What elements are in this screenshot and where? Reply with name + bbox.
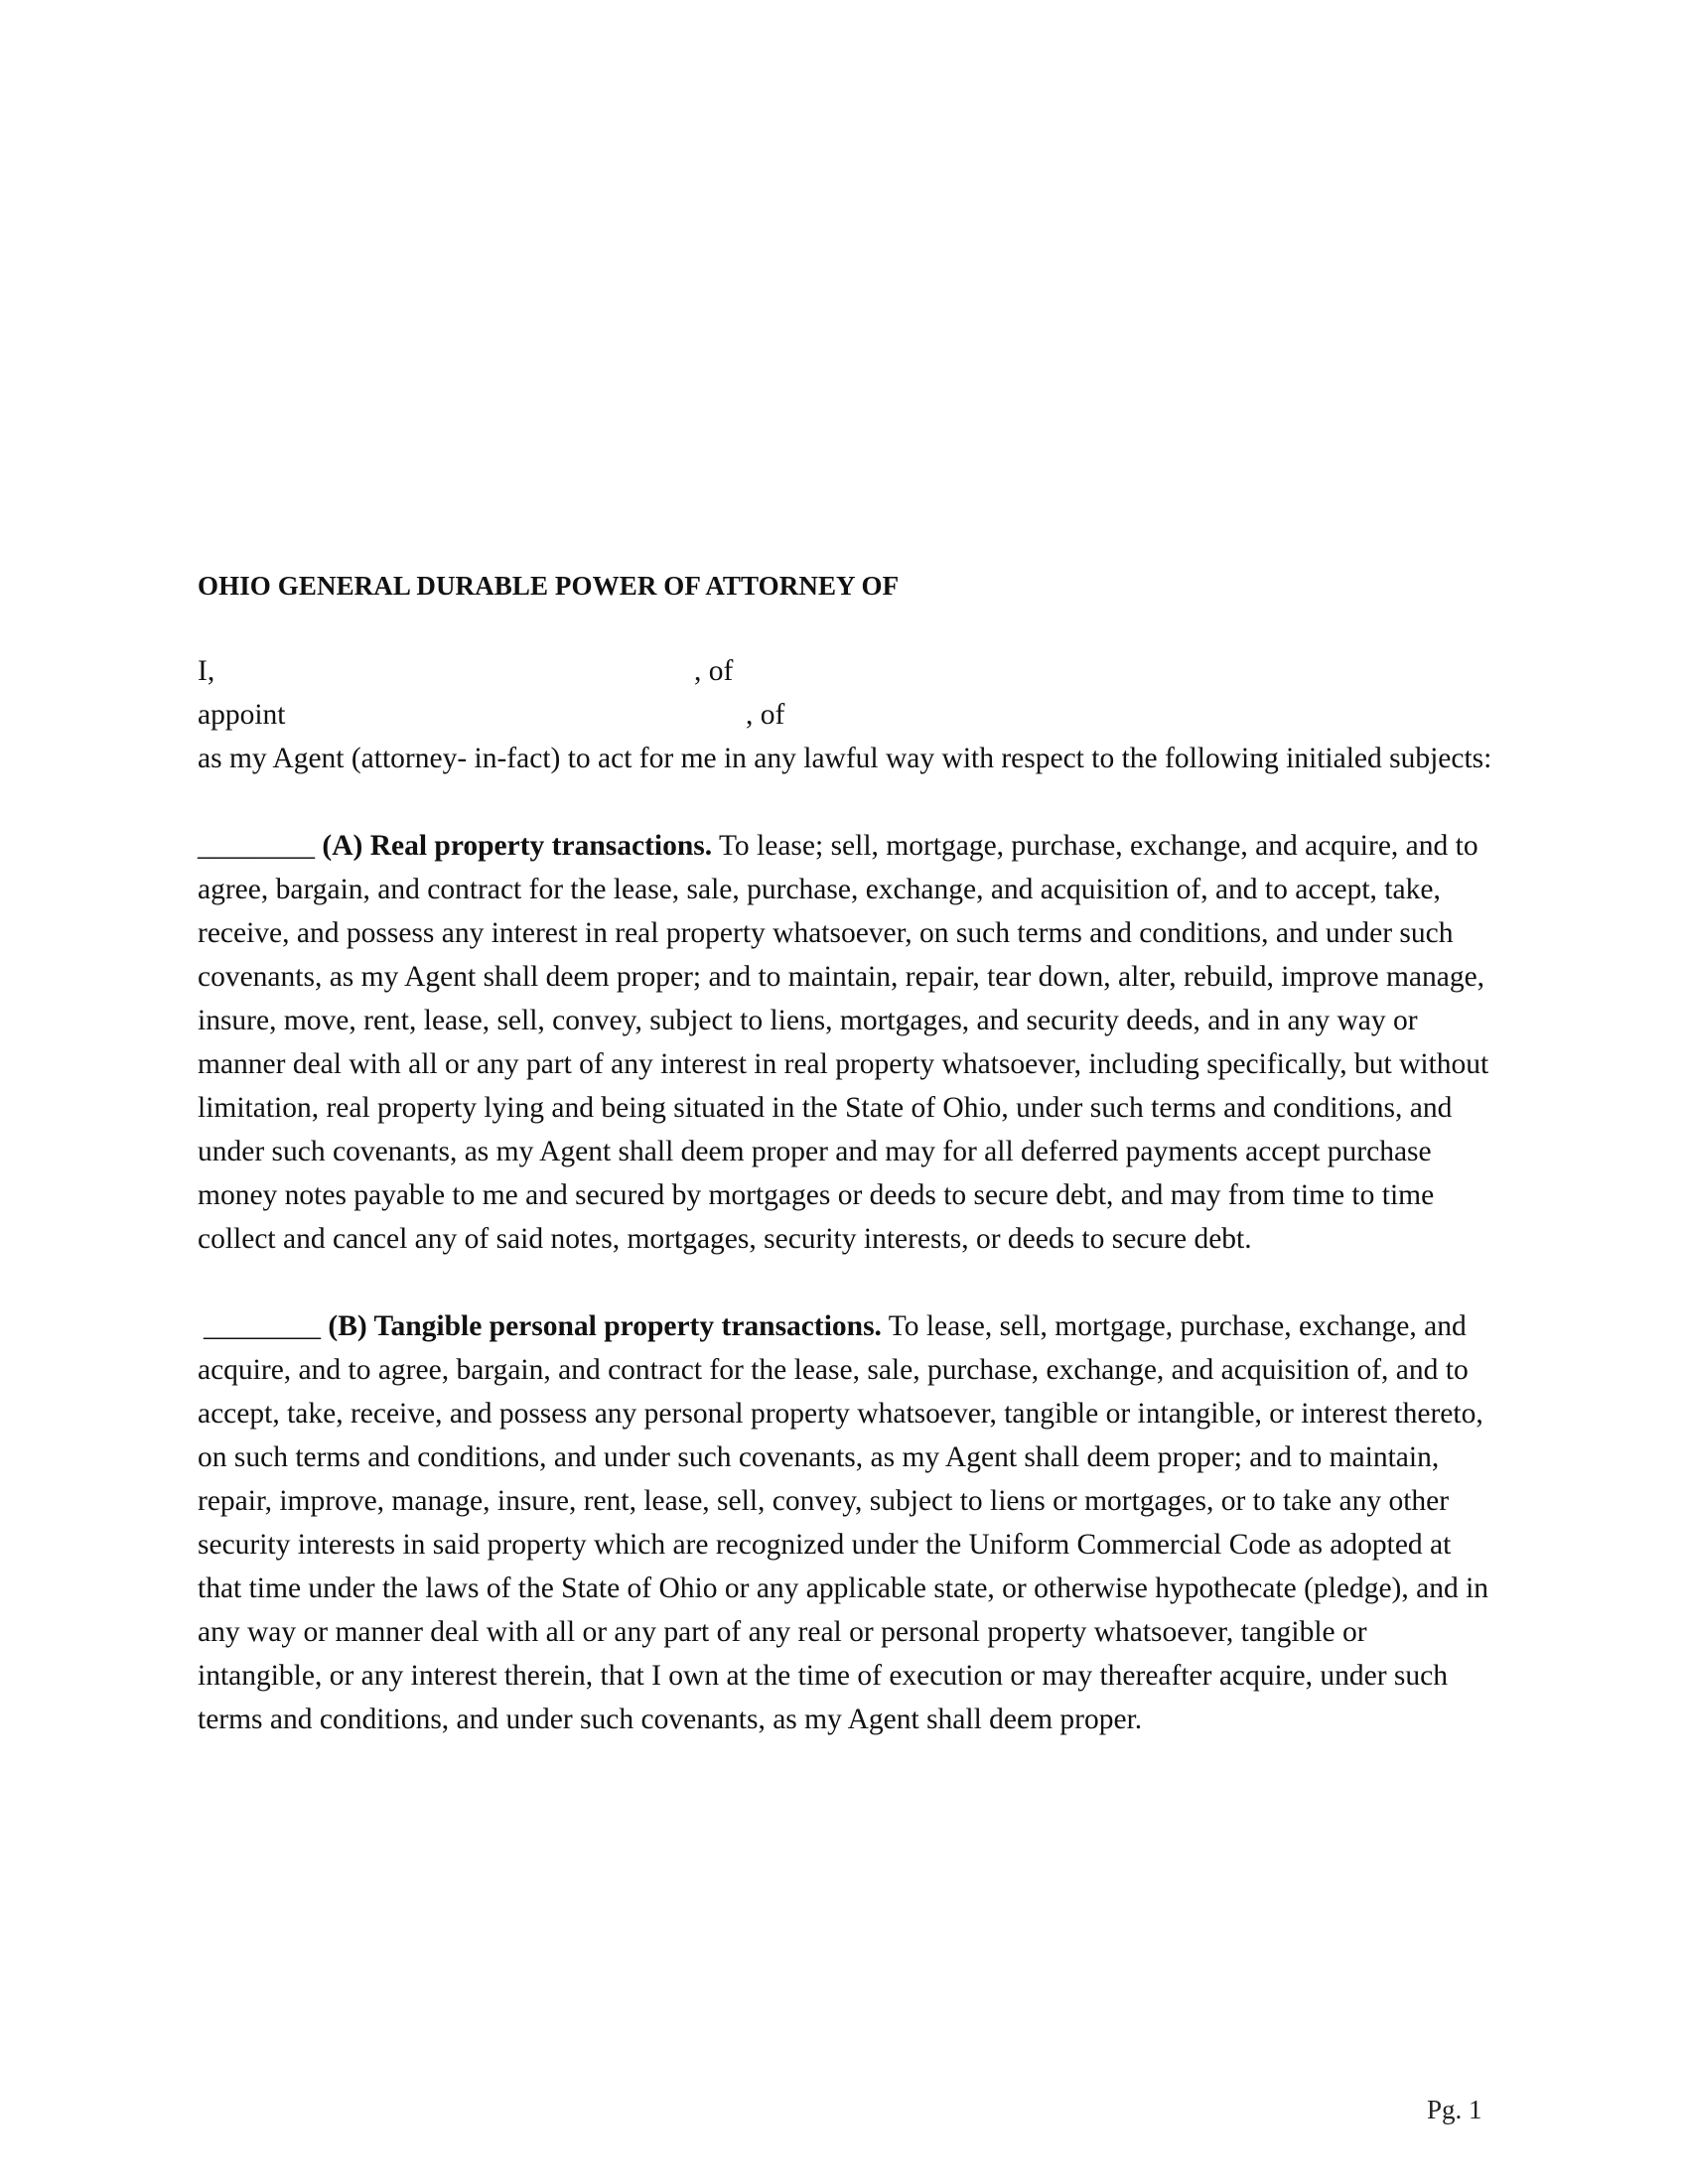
document-body xyxy=(198,564,1498,1741)
section-b-heading: (B) Tangible personal property transactions. xyxy=(328,1310,882,1342)
agent-line xyxy=(198,693,1498,737)
principal-line xyxy=(198,649,1498,693)
page-number: Pg. 1 xyxy=(1427,2095,1482,2124)
section-a-paragraph xyxy=(198,824,1498,1261)
intro-paragraph: as my Agent (attorney- in-fact) to act for me in any lawful way with respect to the following initialed subjects: xyxy=(198,743,1492,774)
principal-lead: I, xyxy=(198,655,215,687)
agent-trail: , of xyxy=(746,699,785,731)
section-b-body: To lease, sell, mortgage, purchase, exchange, and acquire, and to agree, bargain, and contract for the lease, sale, purchase, exchange, and acquisition of, and to accept, take, receive, and possess any personal property whatsoever, tangible or intangible, or interest thereto, on such terms and conditions, and under such covenants, as my Agent shall deem proper; and to maintain, repair, improve, manage, insure, rent, lease, sell, convey, subject to liens or mortgages, or to take any other security interests in said property which are recognized under the Uniform Commercial Code as adopted at that time under the laws of the State of Ohio or any applicable state, or otherwise hypothecate (pledge), and in any way or manner deal with all or any part of any real or personal property whatsoever, tangible or intangible, or any interest therein, that I own at the time of execution or may thereafter acquire, under such terms and conditions, and under such covenants, as my Agent shall deem proper. xyxy=(198,1310,1489,1735)
principal-trail: , of xyxy=(694,655,734,687)
section-b-paragraph xyxy=(198,1304,1498,1741)
agent-lead: appoint xyxy=(198,699,286,731)
section-a-initial-blank: ________ xyxy=(198,830,315,862)
section-b-initial-blank: ________ xyxy=(204,1310,321,1342)
section-a-body: To lease; sell, mortgage, purchase, exchange, and acquire, and to agree, bargain, and contract for the lease, sale, purchase, exchange, and acquisition of, and to accept, take, receive, and possess any interest in real property whatsoever, on such terms and conditions, and under such covenants, as my Agent shall deem proper; and to maintain, repair, tear down, alter, rebuild, improve manage, insure, move, rent, lease, sell, convey, subject to liens, mortgages, and security deeds, and in any way or manner deal with all or any part of any interest in real property whatsoever, including specifically, but without limitation, real property lying and being situated in the State of Ohio, under such terms and conditions, and under such covenants, as my Agent shall deem proper and may for all deferred payments accept purchase money notes payable to me and secured by mortgages or deeds to secure debt, and may from time to time collect and cancel any of said notes, mortgages, security interests, or deeds to secure debt. xyxy=(198,830,1489,1255)
document-title: OHIO GENERAL DURABLE POWER OF ATTORNEY OF xyxy=(198,571,900,601)
section-a-heading: (A) Real property transactions. xyxy=(322,830,713,862)
